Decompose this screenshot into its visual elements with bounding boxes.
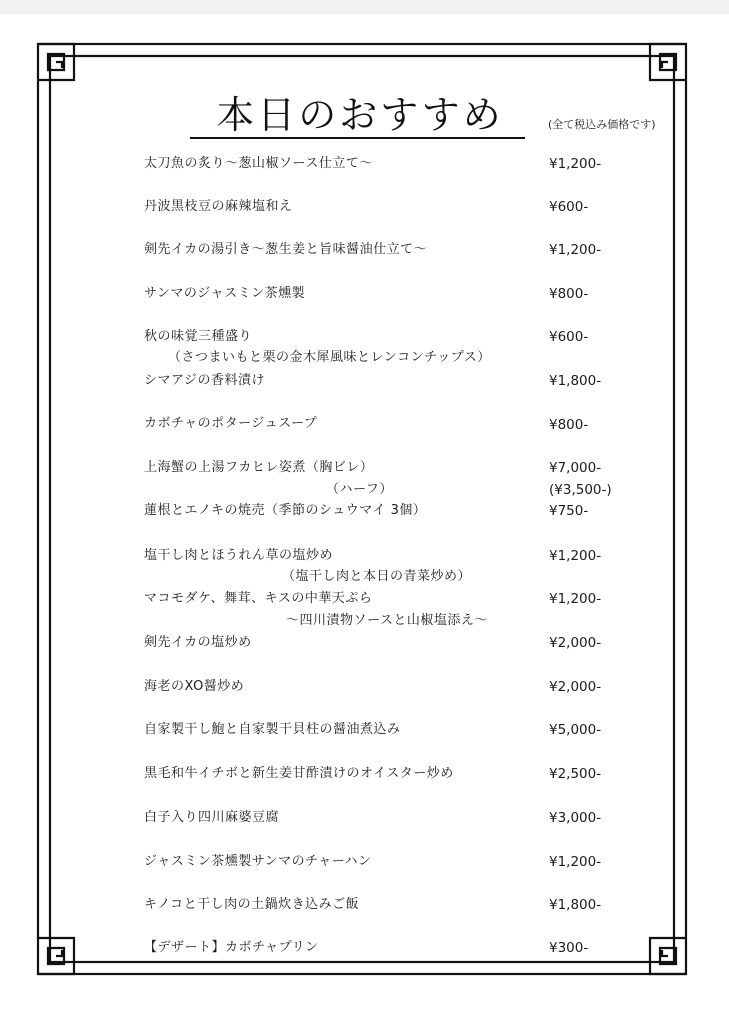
menu-item-price: ¥3,000- bbox=[549, 810, 602, 826]
menu-item-name: 自家製干し鮑と自家製干貝柱の醤油煮込み bbox=[144, 722, 401, 737]
menu-item-price: ¥600- bbox=[549, 329, 589, 345]
menu-item-note: （塩干し肉と本日の青菜炒め） bbox=[282, 569, 472, 584]
menu-item-price: ¥7,000- bbox=[549, 460, 602, 476]
menu-item-price: ¥750- bbox=[549, 503, 589, 519]
menu-item-price: ¥1,200- bbox=[549, 156, 602, 172]
menu-item-name: マコモダケ、舞茸、キスの中華天ぷら bbox=[144, 591, 373, 606]
menu-item-price: ¥2,000- bbox=[549, 635, 602, 651]
menu-item-name: 蓮根とエノキの焼売（季節のシュウマイ 3個） bbox=[144, 503, 427, 518]
menu-item-price: ¥600- bbox=[549, 199, 589, 215]
menu-item-price: ¥800- bbox=[549, 417, 589, 433]
menu-item-name: シマアジの香料漬け bbox=[144, 373, 265, 388]
corner-ornament-tr bbox=[650, 44, 686, 80]
menu-item-name: カボチャのポタージュスープ bbox=[144, 416, 318, 431]
menu-item-name: サンマのジャスミン茶燻製 bbox=[144, 286, 306, 301]
menu-item-price: ¥1,200- bbox=[549, 242, 602, 258]
menu-item-price: ¥300- bbox=[549, 940, 589, 956]
corner-ornament-tl bbox=[38, 44, 74, 80]
menu-item-name: 丹波黒枝豆の麻辣塩和え bbox=[144, 199, 293, 214]
menu-item-name: 塩干し肉とほうれん草の塩炒め bbox=[144, 548, 334, 563]
menu-item-price: ¥1,200- bbox=[549, 548, 602, 564]
menu-item-price: ¥1,200- bbox=[549, 591, 602, 607]
menu-item-half-price: (¥3,500-) bbox=[549, 482, 612, 498]
menu-item-name: 白子入り四川麻婆豆腐 bbox=[144, 810, 280, 825]
menu-item-name: 太刀魚の炙り〜葱山椒ソース仕立て〜 bbox=[144, 156, 373, 171]
menu-item-name: 秋の味覚三種盛り bbox=[144, 329, 253, 344]
menu-item-name: 剣先イカの塩炒め bbox=[144, 635, 252, 650]
menu-title: 本日のおすすめ bbox=[216, 93, 504, 137]
menu-item-name: 剣先イカの湯引き〜葱生姜と旨味醤油仕立て〜 bbox=[144, 242, 428, 257]
menu-item-note: （ハーフ） bbox=[326, 482, 393, 497]
corner-ornament-bl bbox=[38, 938, 74, 974]
menu-item-name: 海老のXO醤炒め bbox=[144, 679, 245, 694]
menu-item-name: 黒毛和牛イチボと新生姜甘酢漬けのオイスター炒め bbox=[144, 766, 454, 781]
menu-item-price: ¥5,000- bbox=[549, 722, 602, 738]
menu-item-name: 【デザート】カボチャプリン bbox=[144, 940, 319, 955]
menu-item-price: ¥800- bbox=[549, 286, 589, 302]
menu-item-price: ¥1,200- bbox=[549, 854, 602, 870]
menu-item-name: キノコと干し肉の土鍋炊き込みご飯 bbox=[144, 897, 360, 912]
menu-item-name: 上海蟹の上湯フカヒレ姿煮（胸ビレ） bbox=[144, 460, 374, 475]
menu-item-price: ¥1,800- bbox=[549, 897, 602, 913]
title-underline bbox=[190, 137, 525, 139]
menu-item-price: ¥2,000- bbox=[549, 679, 602, 695]
corner-ornament-br bbox=[650, 938, 686, 974]
menu-item-price: ¥2,500- bbox=[549, 766, 602, 782]
menu-item-name: ジャスミン茶燻製サンマのチャーハン bbox=[144, 854, 372, 869]
menu-item-note: 〜四川漬物ソースと山椒塩添え〜 bbox=[286, 613, 488, 628]
menu-item-note: （さつまいもと栗の金木犀風味とレンコンチップス） bbox=[168, 350, 491, 365]
tax-note: (全て税込み価格です) bbox=[548, 118, 656, 131]
menu-item-price: ¥1,800- bbox=[549, 373, 602, 389]
